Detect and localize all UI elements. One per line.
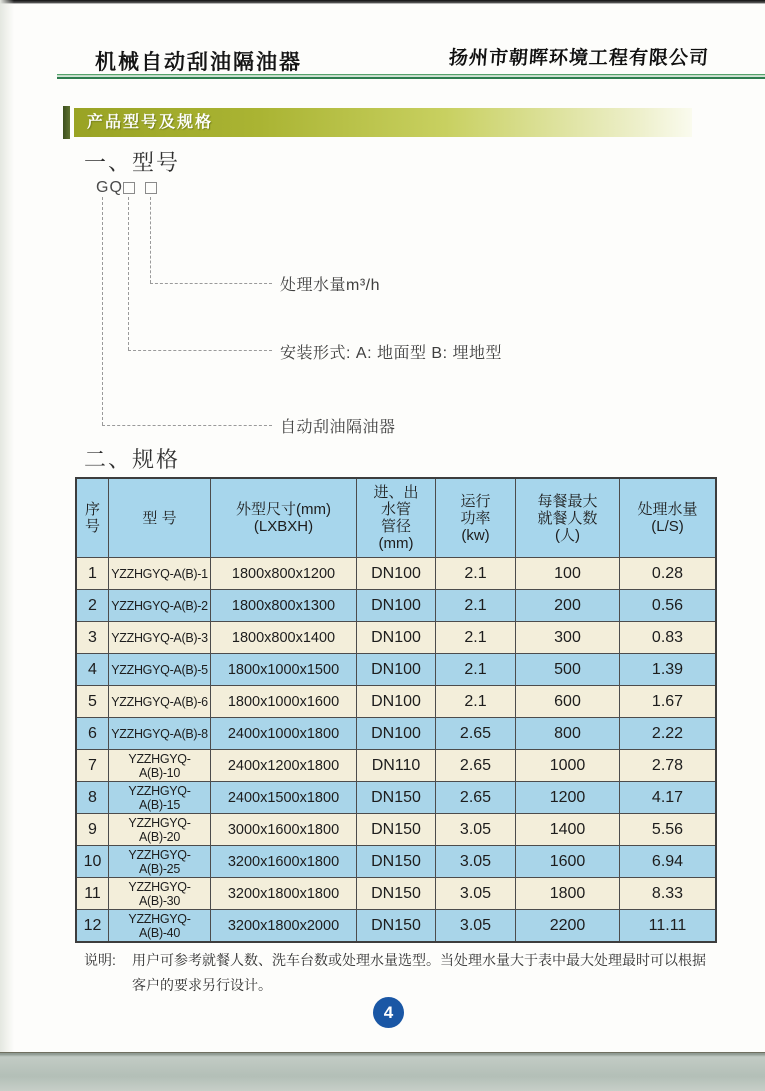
table-row — [76, 878, 716, 910]
table-cell: 300 — [516, 622, 620, 654]
table-cell: 100 — [516, 558, 620, 590]
table-cell: DN150 — [357, 910, 436, 943]
callout-install-type: 安装形式: A: 地面型 B: 埋地型 — [280, 345, 502, 362]
spec-section-heading: 二、规格 — [84, 447, 181, 472]
table-cell: 9 — [76, 814, 109, 846]
table-row — [76, 910, 716, 943]
table-cell: 2.1 — [436, 654, 516, 686]
table-cell: 1400 — [516, 814, 620, 846]
table-cell: 3.05 — [436, 910, 516, 943]
diagram-dashed-line-horizontal-2 — [128, 350, 272, 351]
diagram-dashed-line-vertical-3 — [150, 197, 151, 283]
table-cell: 5.56 — [620, 814, 717, 846]
table-cell: 3200x1600x1800 — [211, 846, 357, 878]
diagram-dashed-line-horizontal-1 — [150, 283, 272, 284]
table-cell: 1800x800x1300 — [211, 590, 357, 622]
column-header-2: 外型尺寸(mm) (LXBXH) — [211, 478, 357, 558]
table-cell: 8.33 — [620, 878, 717, 910]
model-section-heading: 一、型号 — [84, 150, 181, 175]
diagram-dashed-line-vertical-1 — [102, 197, 103, 425]
table-cell: DN110 — [357, 750, 436, 782]
table-cell: 2.65 — [436, 750, 516, 782]
company-name: 扬州市朝晖环境工程有限公司 — [448, 47, 710, 69]
table-cell: DN100 — [357, 622, 436, 654]
table-cell: YZZHGYQ-A(B)-10 — [109, 750, 211, 782]
table-cell: YZZHGYQ-A(B)-2 — [109, 590, 211, 622]
table-row — [76, 750, 716, 782]
page-number-badge: 4 — [373, 997, 404, 1028]
table-cell: DN150 — [357, 878, 436, 910]
document-title: 机械自动刮油隔油器 — [95, 51, 302, 74]
table-cell: 1600 — [516, 846, 620, 878]
table-cell: 1800x1000x1600 — [211, 686, 357, 718]
table-cell: 2.65 — [436, 718, 516, 750]
column-header-1: 型 号 — [109, 478, 211, 558]
banner-accent-bar — [63, 106, 70, 139]
table-cell: 2400x1500x1800 — [211, 782, 357, 814]
table-row — [76, 814, 716, 846]
scan-artifact-bottom-edge — [0, 1052, 765, 1091]
table-cell: YZZHGYQ-A(B)-20 — [109, 814, 211, 846]
table-cell: 600 — [516, 686, 620, 718]
table-cell: 2400x1000x1800 — [211, 718, 357, 750]
table-cell: DN100 — [357, 558, 436, 590]
table-cell: 2.1 — [436, 558, 516, 590]
table-cell: YZZHGYQ-A(B)-5 — [109, 654, 211, 686]
scan-artifact-top-edge — [0, 0, 765, 4]
table-cell: 2200 — [516, 910, 620, 943]
table-cell: 2.1 — [436, 686, 516, 718]
table-cell: 200 — [516, 590, 620, 622]
table-cell: 3200x1800x2000 — [211, 910, 357, 943]
table-cell: 3 — [76, 622, 109, 654]
table-cell: 2.1 — [436, 622, 516, 654]
table-cell: 6 — [76, 718, 109, 750]
column-header-6: 处理水量 (L/S) — [620, 478, 717, 558]
table-cell: 1800x1000x1500 — [211, 654, 357, 686]
table-cell: 3000x1600x1800 — [211, 814, 357, 846]
section-banner: 产品型号及规格 — [74, 108, 692, 137]
table-cell: 1200 — [516, 782, 620, 814]
table-cell: 11.11 — [620, 910, 717, 943]
header-divider-rule — [57, 74, 765, 79]
diagram-dashed-line-vertical-2 — [128, 197, 129, 350]
table-cell: 0.56 — [620, 590, 717, 622]
table-cell: 8 — [76, 782, 109, 814]
table-cell: DN100 — [357, 654, 436, 686]
table-cell: DN150 — [357, 814, 436, 846]
table-cell: YZZHGYQ-A(B)-15 — [109, 782, 211, 814]
table-cell: YZZHGYQ-A(B)-40 — [109, 910, 211, 943]
table-cell: 10 — [76, 846, 109, 878]
table-cell: 800 — [516, 718, 620, 750]
table-cell: 2 — [76, 590, 109, 622]
table-cell: YZZHGYQ-A(B)-25 — [109, 846, 211, 878]
table-cell: 0.28 — [620, 558, 717, 590]
table-cell: YZZHGYQ-A(B)-3 — [109, 622, 211, 654]
column-header-4: 运行 功率 (kw) — [436, 478, 516, 558]
table-cell: YZZHGYQ-A(B)-1 — [109, 558, 211, 590]
table-cell: 1800 — [516, 878, 620, 910]
table-cell: 2.22 — [620, 718, 717, 750]
table-cell: 5 — [76, 686, 109, 718]
table-cell: 1800x800x1400 — [211, 622, 357, 654]
table-cell: 1000 — [516, 750, 620, 782]
table-cell: 4.17 — [620, 782, 717, 814]
callout-water-volume: 处理水量m³/h — [280, 277, 381, 294]
model-code-prefix: GQ — [96, 179, 123, 196]
table-cell: YZZHGYQ-A(B)-30 — [109, 878, 211, 910]
column-header-0: 序 号 — [76, 478, 109, 558]
spec-table-body — [76, 558, 716, 943]
spec-table — [75, 477, 717, 943]
model-code-box-2 — [145, 182, 157, 194]
callout-product-name: 自动刮油隔油器 — [280, 419, 396, 436]
table-cell: 2400x1200x1800 — [211, 750, 357, 782]
table-cell: DN100 — [357, 590, 436, 622]
table-cell: 4 — [76, 654, 109, 686]
table-cell: 3.05 — [436, 814, 516, 846]
note — [84, 948, 706, 998]
table-row — [76, 686, 716, 718]
table-row — [76, 654, 716, 686]
model-code-box-1 — [123, 182, 135, 194]
table-cell: 2.65 — [436, 782, 516, 814]
table-row — [76, 718, 716, 750]
table-cell: 500 — [516, 654, 620, 686]
diagram-dashed-line-horizontal-3 — [102, 425, 272, 426]
table-cell: 3.05 — [436, 846, 516, 878]
spec-table-head-row — [76, 478, 716, 558]
table-cell: 0.83 — [620, 622, 717, 654]
scan-artifact-left-edge — [0, 0, 14, 1091]
table-cell: YZZHGYQ-A(B)-6 — [109, 686, 211, 718]
table-row — [76, 846, 716, 878]
table-row — [76, 558, 716, 590]
table-cell: DN100 — [357, 686, 436, 718]
table-cell: 1.67 — [620, 686, 717, 718]
table-cell: 12 — [76, 910, 109, 943]
table-cell: 3.05 — [436, 878, 516, 910]
table-cell: 2.78 — [620, 750, 717, 782]
column-header-5: 每餐最大 就餐人数 (人) — [516, 478, 620, 558]
column-header-3: 进、出 水管 管径 (mm) — [357, 478, 436, 558]
table-cell: 3200x1800x1800 — [211, 878, 357, 910]
table-cell: YZZHGYQ-A(B)-8 — [109, 718, 211, 750]
table-row — [76, 590, 716, 622]
table-row — [76, 622, 716, 654]
table-cell: DN150 — [357, 846, 436, 878]
note-text: 用户可参考就餐人数、洗车台数或处理水量选型。当处理水量大于表中最大处理最时可以根据客户的要求另行设计。 — [132, 952, 706, 993]
table-cell: 2.1 — [436, 590, 516, 622]
table-cell: 7 — [76, 750, 109, 782]
table-cell: 1800x800x1200 — [211, 558, 357, 590]
table-cell: 1.39 — [620, 654, 717, 686]
table-cell: 11 — [76, 878, 109, 910]
table-row — [76, 782, 716, 814]
table-cell: 1 — [76, 558, 109, 590]
table-cell: DN100 — [357, 718, 436, 750]
table-cell: DN150 — [357, 782, 436, 814]
note-label: 说明: — [84, 952, 116, 968]
table-cell: 6.94 — [620, 846, 717, 878]
